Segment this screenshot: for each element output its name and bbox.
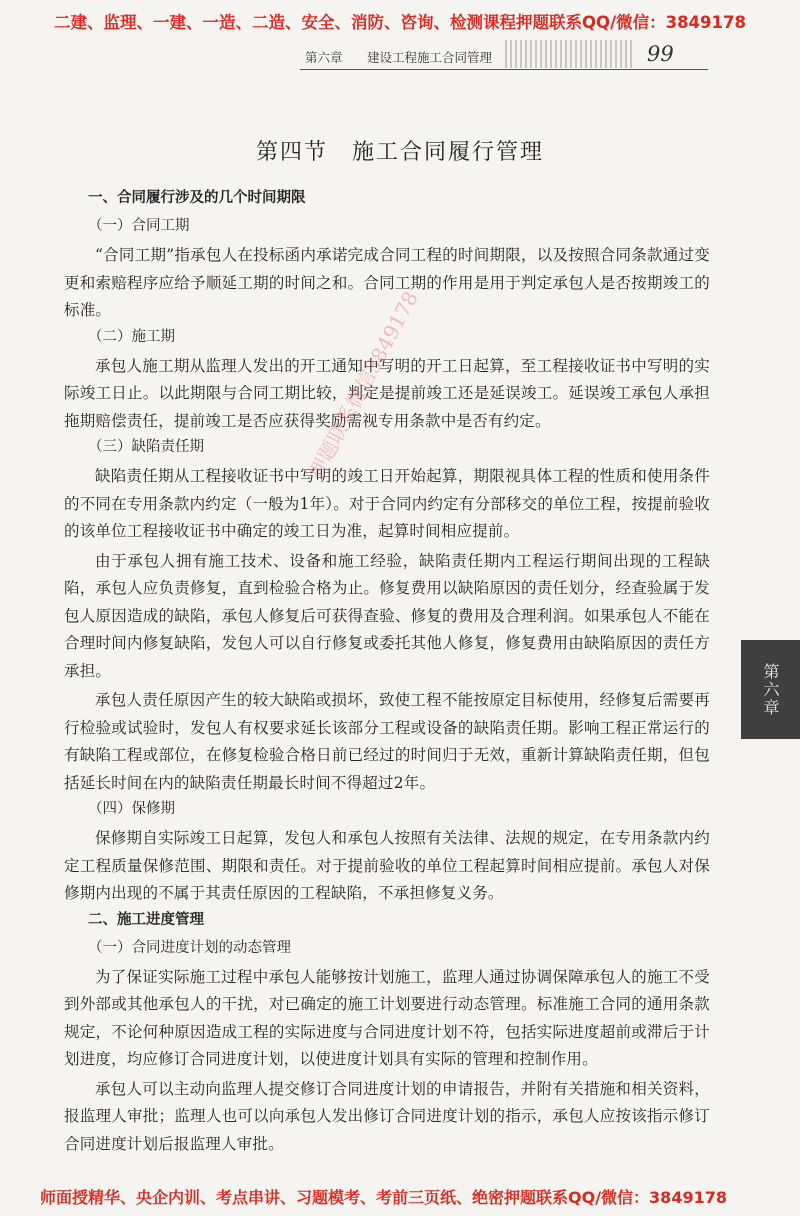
running-head-title: 建设工程施工合同管理 [367, 50, 493, 65]
heading-schedule-management: 二、施工进度管理 [88, 911, 204, 928]
paragraph: 承包人责任原因产生的较大缺陷或损坏，致使工程不能按原定目标使用，经修复后需要再行检验或试验时，发包人有权要求延长该部分工程或设备的缺陷责任期。影响工程正常运行的有缺陷工程或部位，在修复检验合格日前已经过的时间归于无效，重新计算缺陷责任期，但包括延长时间在内的缺陷责任期最长时间不得超过2年。 [64, 691, 710, 792]
subheading-contract-duration: （一）合同工期 [88, 218, 190, 234]
promo-banner-top: 二建、监理、一建、一造、二造、安全、消防、咨询、检测课程押题联系QQ/微信：3849178 [54, 13, 746, 32]
page-body [64, 188, 710, 1160]
subheading-warranty-period: （四）保修期 [88, 801, 175, 817]
section-title: 第四节 施工合同履行管理 [255, 140, 544, 165]
promo-banner-bottom: 师面授精华、央企内训、考点串讲、习题模考、考前三页纸、绝密押题联系QQ/微信：3849178 [40, 1188, 727, 1207]
paragraph: 缺陷责任期从工程接收证书中写明的竣工日开始起算，期限视具体工程的性质和使用条件的不同在专用条款内约定（一般为1年）。对于合同内约定有分部移交的单位工程，按提前验收的该单位工程接收证书中确定的竣工日为准，起算时间相应提前。 [64, 467, 711, 540]
chapter-side-tab: 第六章 [741, 640, 800, 739]
paragraph: 由于承包人拥有施工技术、设备和施工经验，缺陷责任期内工程运行期间出现的工程缺陷，承包人应负责修复，直到检验合格为止。修复费用以缺陷原因的责任划分，经查验属于发包人原因造成的缺陷，承包人修复后可获得查验、修复的费用及合理利润。如果承包人不能在合理时间内修复缺陷，发包人可以自行修复或委托其他人修复，修复费用由缺陷原因的责任方承担。 [64, 551, 710, 680]
paragraph: “合同工期”指承包人在投标函内承诺完成合同工程的时间期限，以及按照合同条款通过变更和索赔程序应给予顺延工期的时间之和。合同工期的作用是用于判定承包人是否按期竣工的标准。 [64, 246, 710, 319]
paragraph: 承包人施工期从监理人发出的开工通知中写明的开工日起算，至工程接收证书中写明的实际竣工日止。以此期限与合同工期比较，判定是提前竣工还是延误竣工。延误竣工承包人承担拖期赔偿责任，提前竣工是否应获得奖励需视专用条款中是否有约定。 [64, 356, 710, 430]
heading-time-limits: 一、合同履行涉及的几个时间期限 [88, 190, 306, 206]
subheading-defects-liability: （三）缺陷责任期 [88, 439, 204, 455]
subheading-construction-period: （二）施工期 [88, 328, 175, 345]
paragraph: 保修期自实际竣工日起算，发包人和承包人按照有关法律、法规的规定，在专用条款内约定工程质量保修范围、期限和责任。对于提前验收的单位工程起算时间相应提前。承包人对保修期内出现的不属于其责任原因的工程缺陷，不承担修复义务。 [64, 829, 710, 902]
paragraph: 承包人可以主动向监理人提交修订合同进度计划的申请报告，并附有关措施和相关资料，报监理人审批；监理人也可以向承包人发出修订合同进度计划的指示，承包人应按该指示修订合同进度计划后报监理人审批。 [64, 1079, 710, 1153]
page-number: 99 [647, 42, 674, 66]
subheading-dynamic-schedule: （一）合同进度计划的动态管理 [88, 939, 291, 956]
paragraph: 为了保证实际施工过程中承包人能够按计划施工，监理人通过协调保障承包人的施工不受到外部或其他承包人的干扰，对已确定的施工计划要进行动态管理。标准施工合同的通用条款规定，不论何种原因造成工程的实际进度与合同进度计划不符，包括实际进度超前或滞后于计划进度，均应修订合同进度计划，以使进度计划具有实际的管理和控制作用。 [64, 967, 710, 1068]
running-head-chapter: 第六章 [305, 50, 343, 65]
watermark: 押题联系微信3849178 [303, 287, 423, 484]
header-rule [300, 69, 708, 70]
running-head [305, 44, 705, 68]
